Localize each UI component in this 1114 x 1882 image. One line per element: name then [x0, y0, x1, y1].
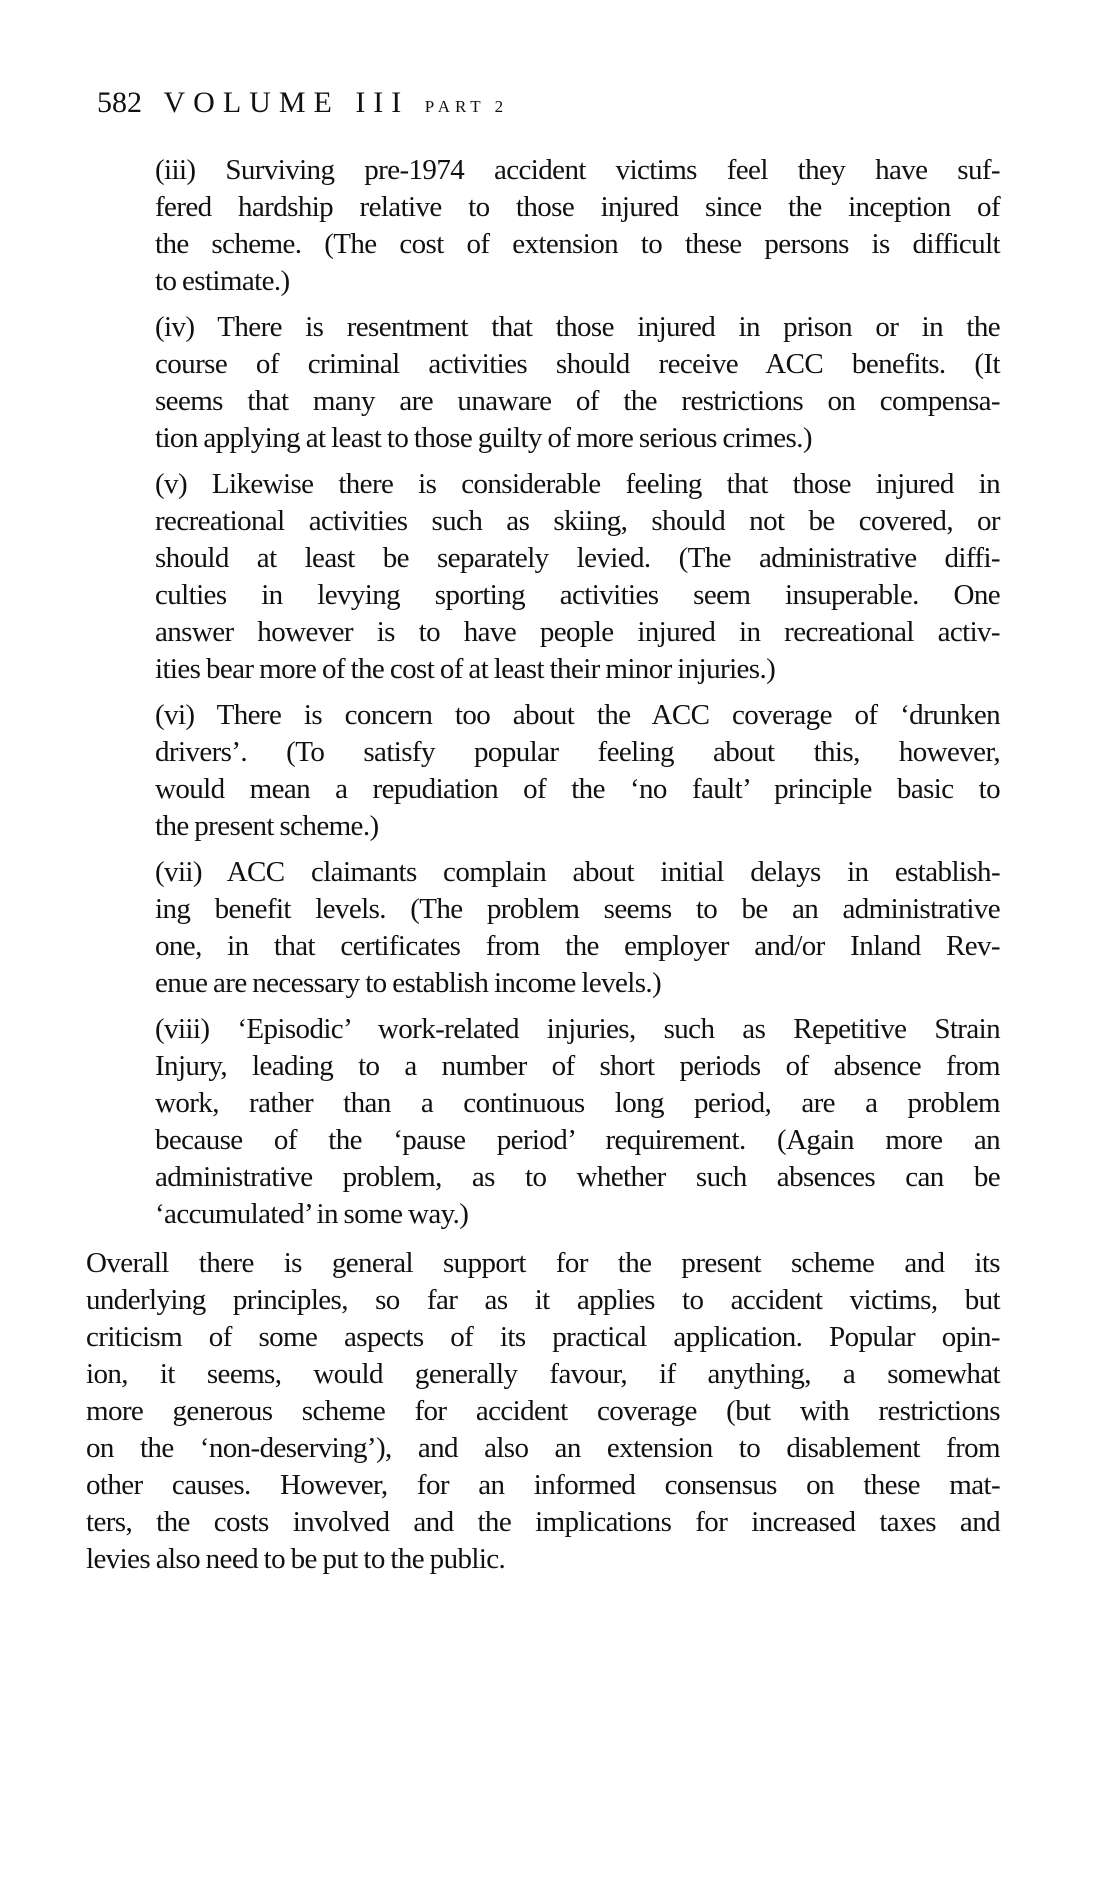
text-line: to estimate.)	[155, 265, 290, 297]
text-line: (iv) There is resentment that those injured in prison or in the	[155, 311, 1000, 343]
volume-title: VOLUME III	[163, 86, 410, 119]
text-line: levies also need to be put to the public.	[86, 1543, 506, 1575]
text-line: answer however is to have people injured in recreational activ-	[155, 616, 1000, 648]
text-line: (vii) ACC claimants complain about initial delays in establish-	[155, 856, 1000, 888]
text-line: the scheme. (The cost of extension to these persons is difficult	[155, 228, 1000, 260]
page-number: 582	[97, 86, 142, 119]
text-line: the present scheme.)	[155, 810, 379, 842]
text-line: should at least be separately levied. (The administrative diffi-	[155, 542, 1000, 574]
text-line: seems that many are unaware of the restrictions on compensa-	[155, 385, 1000, 417]
text-line: administrative problem, as to whether such absences can be	[155, 1161, 1000, 1193]
list-item-paragraph	[155, 697, 1000, 845]
text-line: (v) Likewise there is considerable feeling that those injured in	[155, 468, 1000, 500]
text-line: more generous scheme for accident coverage (but with restrictions	[86, 1395, 1000, 1427]
list-item-paragraph	[155, 309, 1000, 457]
text-line: drivers’. (To satisfy popular feeling about this, however,	[155, 736, 1000, 768]
list-item-paragraph	[155, 854, 1000, 1002]
text-line: on the ‘non-deserving’), and also an extension to disablement from	[86, 1432, 1000, 1464]
text-line: enue are necessary to establish income levels.)	[155, 967, 662, 999]
text-line: ‘accumulated’ in some way.)	[155, 1198, 469, 1230]
text-line: Injury, leading to a number of short periods of absence from	[155, 1050, 1000, 1082]
text-line: one, in that certificates from the employer and/or Inland Rev-	[155, 930, 1000, 962]
text-line: because of the ‘pause period’ requirement. (Again more an	[155, 1124, 1000, 1156]
text-line: ities bear more of the cost of at least their minor injuries.)	[155, 653, 776, 685]
text-line: other causes. However, for an informed consensus on these mat-	[86, 1469, 1000, 1501]
text-line: underlying principles, so far as it applies to accident victims, but	[86, 1284, 1000, 1316]
text-line: tion applying at least to those guilty of more serious crimes.)	[155, 422, 812, 454]
part-label: PART 2	[424, 97, 509, 116]
text-line: ing benefit levels. (The problem seems to be an administrative	[155, 893, 1000, 925]
text-line: (viii) ‘Episodic’ work-related injuries, such as Repetitive Strain	[155, 1013, 1000, 1045]
text-line: work, rather than a continuous long period, are a problem	[155, 1087, 1000, 1119]
text-line: would mean a repudiation of the ‘no fault’ principle basic to	[155, 773, 1000, 805]
body-paragraph	[86, 1245, 1000, 1578]
list-item-paragraph	[155, 1011, 1000, 1233]
text-line: culties in levying sporting activities seem insuperable. One	[155, 579, 1000, 611]
text-line: recreational activities such as skiing, should not be covered, or	[155, 505, 1000, 537]
list-item-paragraph	[155, 466, 1000, 688]
text-line: fered hardship relative to those injured since the inception of	[155, 191, 1000, 223]
text-line: course of criminal activities should receive ACC benefits. (It	[155, 348, 1000, 380]
list-item-paragraph	[155, 152, 1000, 300]
page-body	[86, 152, 1000, 1587]
running-header	[97, 86, 508, 120]
text-line: criticism of some aspects of its practical application. Popular opin-	[86, 1321, 1000, 1353]
text-line: Overall there is general support for the present scheme and its	[86, 1247, 1000, 1279]
text-line: (vi) There is concern too about the ACC coverage of ‘drunken	[155, 699, 1000, 731]
text-line: ion, it seems, would generally favour, if anything, a somewhat	[86, 1358, 1000, 1390]
text-line: ters, the costs involved and the implications for increased taxes and	[86, 1506, 1000, 1538]
text-line: (iii) Surviving pre-1974 accident victims feel they have suf-	[155, 154, 1000, 186]
